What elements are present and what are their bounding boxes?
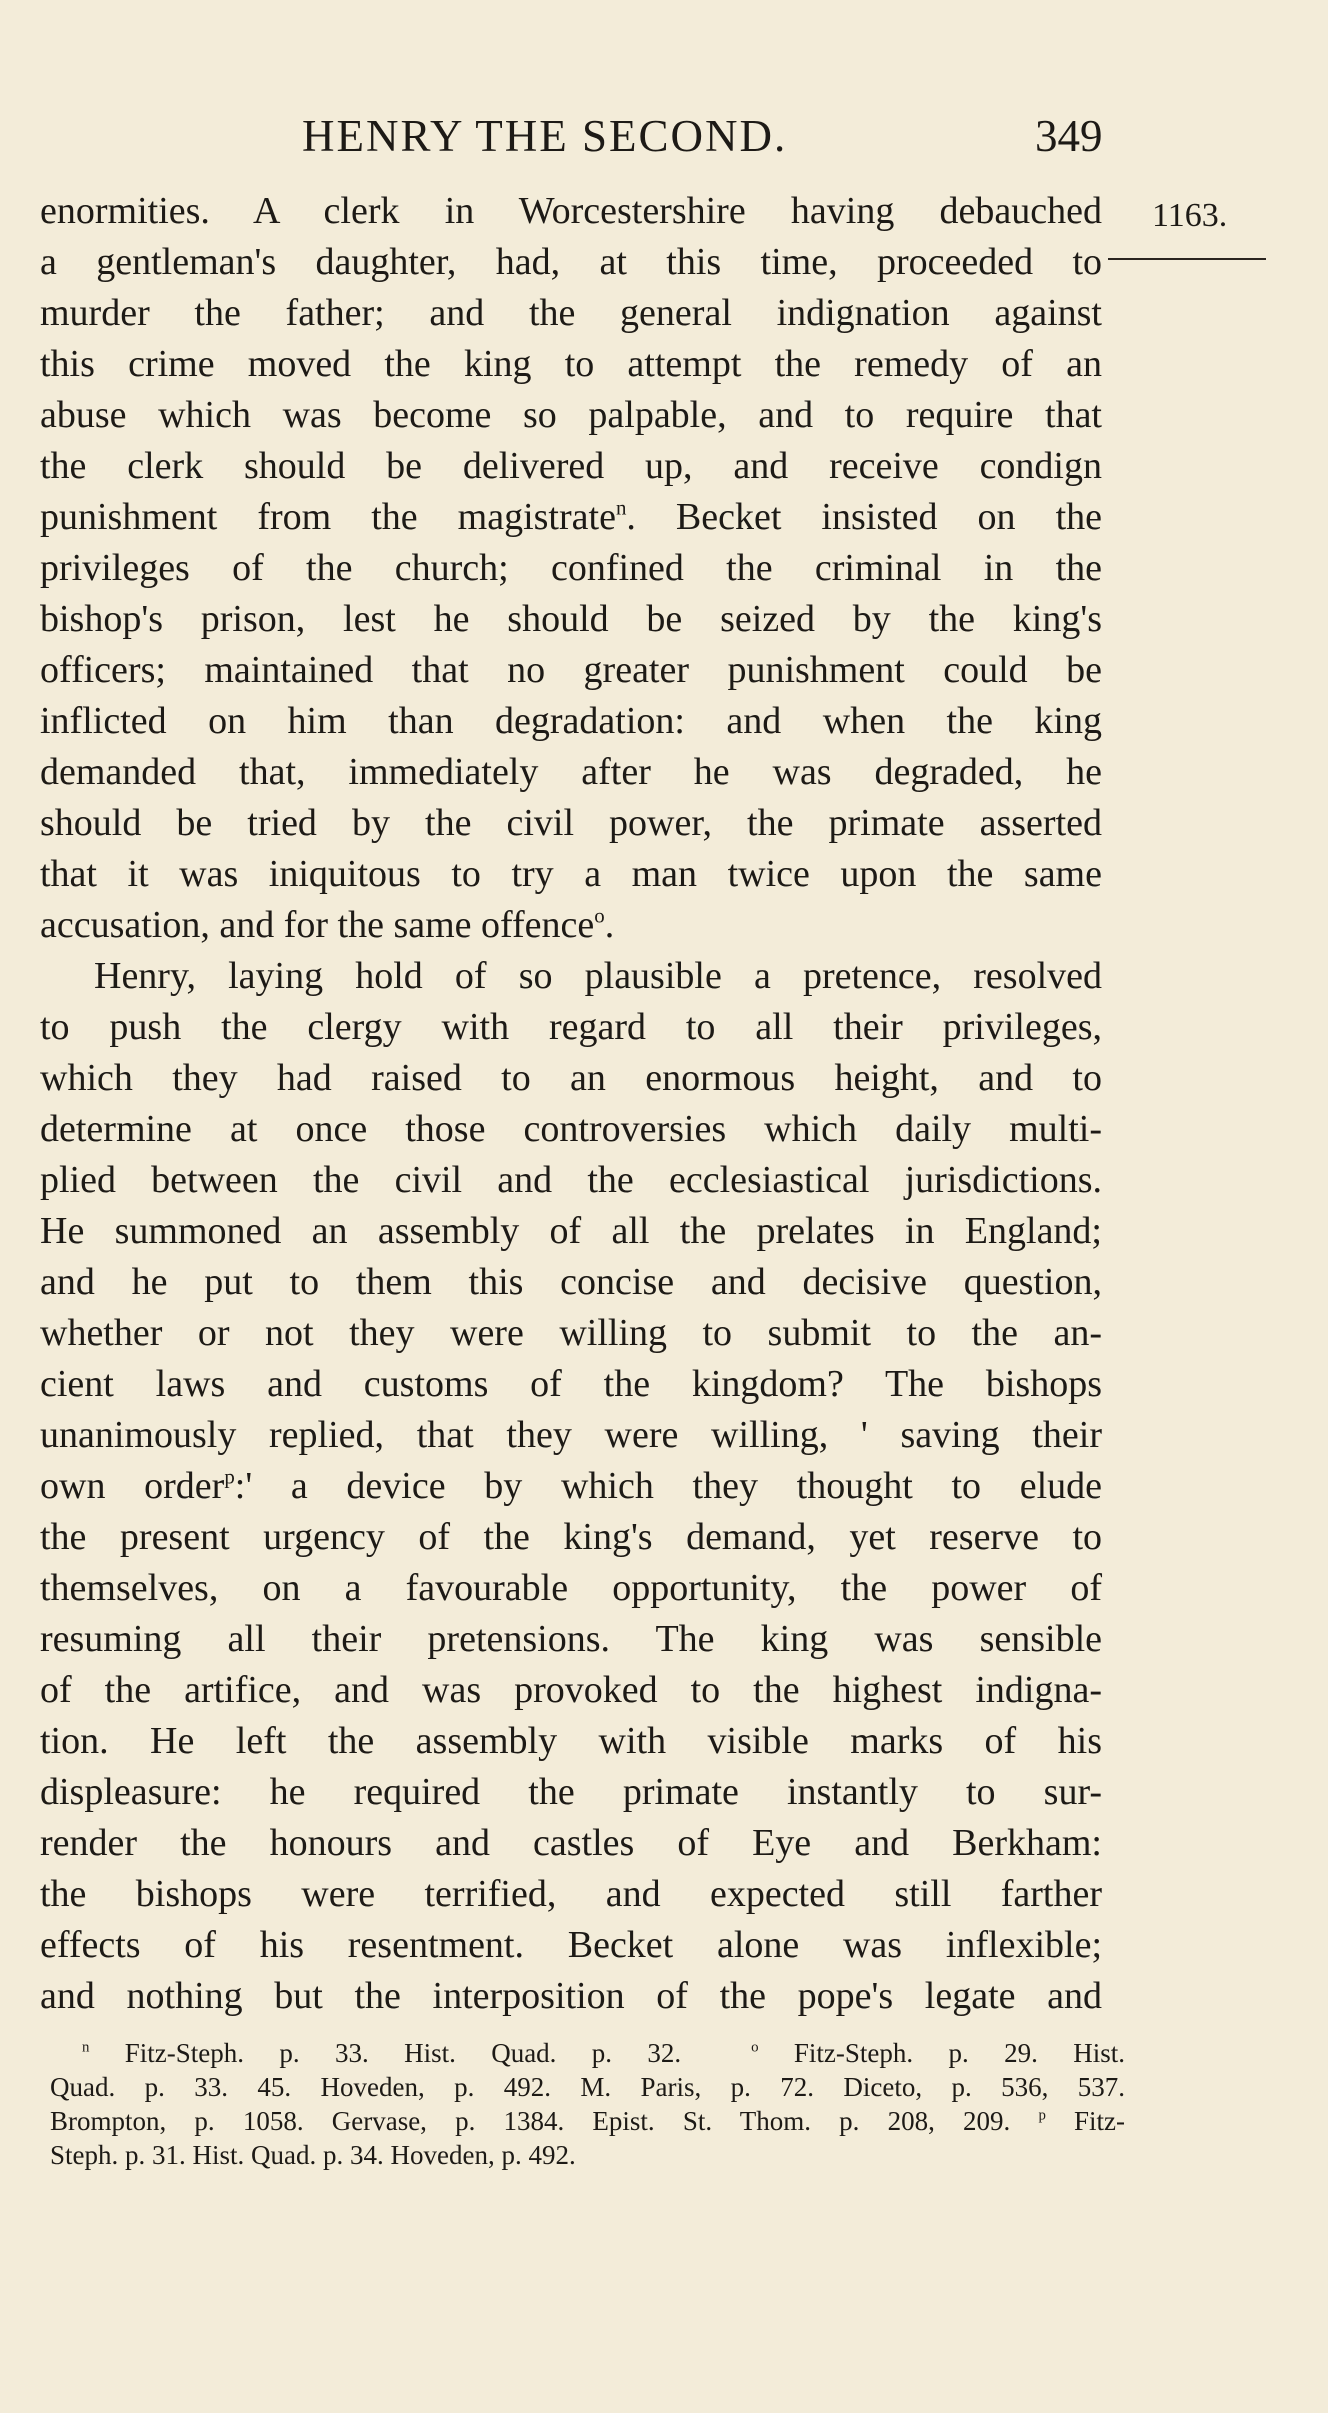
text-line: to push the clergy with regard to all their privileges, bbox=[40, 1006, 1102, 1048]
text-line: the clerk should be delivered up, and receive condign bbox=[40, 445, 1102, 487]
text-line: bishop's prison, lest he should be seized by the king's bbox=[40, 598, 1102, 640]
text-line: plied between the civil and the ecclesiastical jurisdictions. bbox=[40, 1159, 1102, 1201]
text-line: the present urgency of the king's demand, yet reserve to bbox=[40, 1516, 1102, 1558]
footnotes bbox=[50, 2036, 1125, 2172]
text-line: unanimously replied, that they were willing, ' saving their bbox=[40, 1414, 1102, 1456]
body-text bbox=[40, 186, 1102, 2022]
footnote-marker: o bbox=[751, 2039, 759, 2056]
text-line: demanded that, immediately after he was degraded, he bbox=[40, 751, 1102, 793]
text-line: enormities. A clerk in Worcestershire having debauched bbox=[40, 190, 1102, 232]
text-line: tion. He left the assembly with visible marks of his bbox=[40, 1720, 1102, 1762]
text-line: whether or not they were willing to submit to the an- bbox=[40, 1312, 1102, 1354]
text-line: officers; maintained that no greater punishment could be bbox=[40, 649, 1102, 691]
text-line: He summoned an assembly of all the prelates in England; bbox=[40, 1210, 1102, 1252]
text-line: should be tried by the civil power, the primate asserted bbox=[40, 802, 1102, 844]
text-line: of the artifice, and was provoked to the highest indigna- bbox=[40, 1669, 1102, 1711]
text-line: effects of his resentment. Becket alone was inflexible; bbox=[40, 1924, 1102, 1966]
text-line: inflicted on him than degradation: and when the king bbox=[40, 700, 1102, 742]
text-line: resuming all their pretensions. The king was sensible bbox=[40, 1618, 1102, 1660]
text-line: privileges of the church; confined the criminal in the bbox=[40, 547, 1102, 589]
text-line: abuse which was become so palpable, and to require that bbox=[40, 394, 1102, 436]
text-line: own order$^p$:' a device by which they thought to elude bbox=[40, 1464, 1102, 1507]
page-number: 349 bbox=[1035, 111, 1103, 161]
text-line: and nothing but the interposition of the pope's legate and bbox=[40, 1975, 1102, 2017]
footnote-line: Quad. p. 33. 45. Hoveden, p. 492. M. Paris, p. 72. Diceto, p. 536, 537. bbox=[50, 2072, 1125, 2102]
text-line: cient laws and customs of the kingdom? The bishops bbox=[40, 1363, 1102, 1405]
margin-year: 1163. bbox=[1152, 197, 1228, 234]
footnote-line: Brompton, p. 1058. Gervase, p. 1384. Epist. St. Thom. p. 208, 209. $^p$ Fitz- bbox=[50, 2106, 1126, 2136]
text-line: and he put to them this concise and decisive question, bbox=[40, 1261, 1102, 1303]
text-line: which they had raised to an enormous height, and to bbox=[40, 1057, 1102, 1099]
text-line: render the honours and castles of Eye and Berkham: bbox=[40, 1822, 1102, 1864]
text-line: accusation, and for the same offence$^o$. bbox=[40, 903, 615, 946]
text-line: a gentleman's daughter, had, at this time, proceeded to bbox=[40, 241, 1102, 283]
text-line: that it was iniquitous to try a man twice upon the same bbox=[40, 853, 1102, 895]
text-line: determine at once those controversies which daily multi- bbox=[40, 1108, 1102, 1150]
footnote-marker: p bbox=[224, 1464, 235, 1489]
running-head-title: HENRY THE SECOND. bbox=[302, 111, 788, 161]
footnote-marker: p bbox=[1038, 2107, 1046, 2124]
footnote-marker: n bbox=[82, 2039, 90, 2056]
footnote-marker: o bbox=[594, 903, 605, 928]
text-line: murder the father; and the general indignation against bbox=[40, 292, 1102, 334]
text-line: Henry, laying hold of so plausible a pretence, resolved bbox=[94, 955, 1102, 997]
text-line: the bishops were terrified, and expected still farther bbox=[40, 1873, 1102, 1915]
text-line: themselves, on a favourable opportunity, the power of bbox=[40, 1567, 1102, 1609]
text-line: this crime moved the king to attempt the remedy of an bbox=[40, 343, 1102, 385]
footnote-line: Steph. p. 31. Hist. Quad. p. 34. Hoveden, p. 492. bbox=[50, 2140, 576, 2170]
footnote-line: $^n$ Fitz-Steph. p. 33. Hist. Quad. p. 32. $^o$ Fitz-Steph. p. 29. Hist. bbox=[82, 2038, 1125, 2068]
margin-rule bbox=[1108, 258, 1266, 260]
footnote-marker: n bbox=[615, 495, 627, 520]
text-line: displeasure: he required the primate instantly to sur- bbox=[40, 1771, 1102, 1813]
text-line: punishment from the magistrate$^n$. Becket insisted on the bbox=[40, 495, 1102, 538]
